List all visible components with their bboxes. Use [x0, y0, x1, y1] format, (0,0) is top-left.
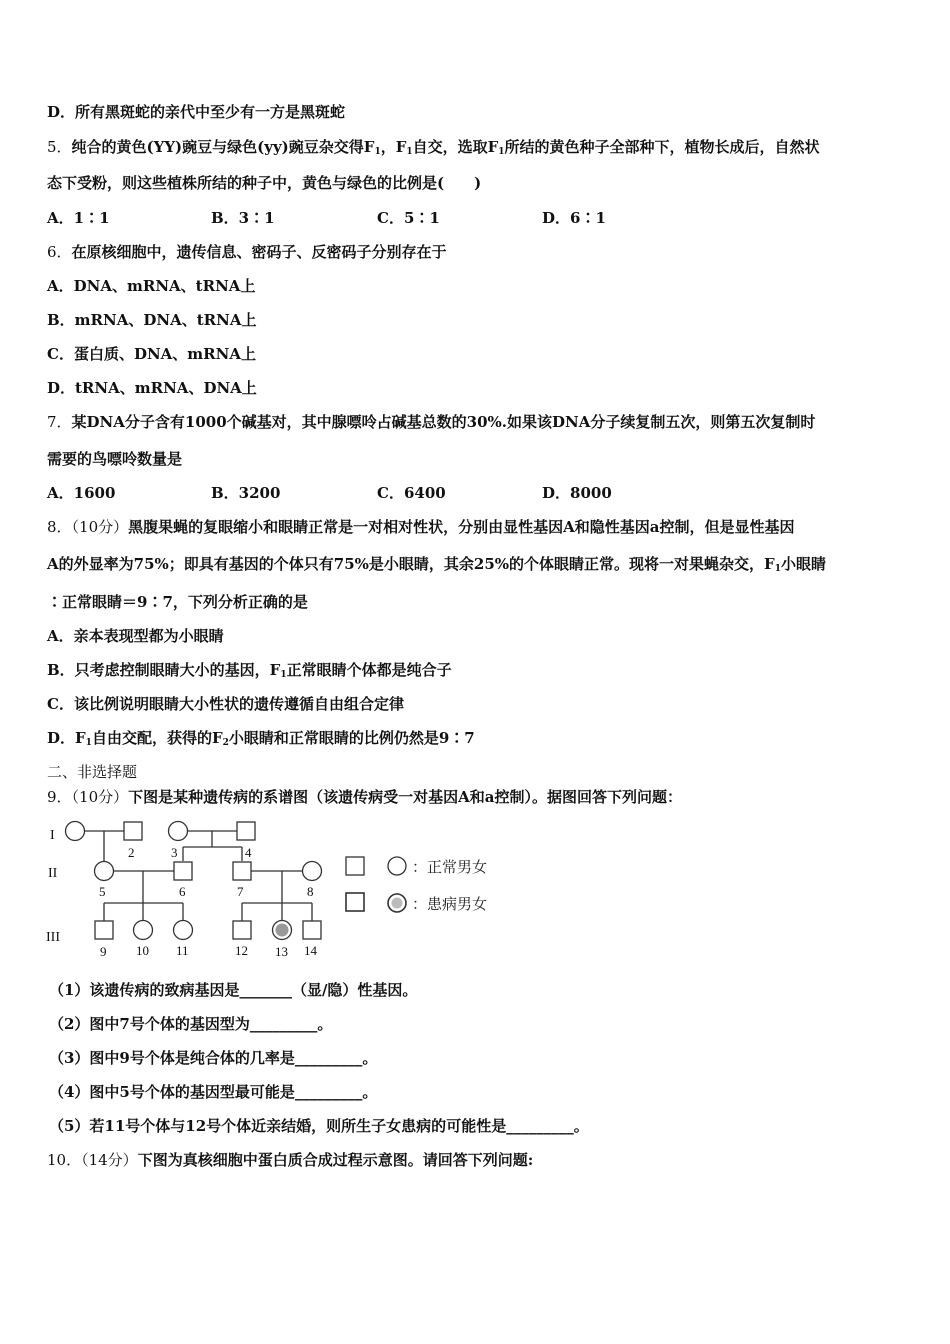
q8-option-b: B．只考虑控制眼睛大小的基因，$F_1$正常眼睛个体都是纯合子 [47, 661, 452, 680]
q10-stem: 10．（14分）下图为真核细胞中蛋白质合成过程示意图。请回答下列问题: [47, 1151, 534, 1169]
pedigree-diagram [40, 815, 520, 965]
q7-stem-line1: 7．某DNA分子含有1000个碱基对，其中腺嘌呤占碱基总数的30%.如果该DNA分子续复制五次，则第五次复制时 [47, 413, 816, 431]
individual-1-female-normal [66, 822, 85, 841]
q8-score: （10分） [71, 518, 129, 536]
individual-10-female-normal [134, 921, 153, 940]
q7-option-b: B．3200 [211, 484, 281, 502]
individual-14-male-normal [303, 921, 321, 939]
q7-option-d: D．8000 [542, 484, 612, 502]
legend-female-normal-icon [388, 857, 406, 875]
q7-stem-line2: 需要的鸟嘌呤数量是 [47, 450, 183, 468]
individual-3-female-normal [169, 822, 188, 841]
label-4: 4 [245, 845, 252, 860]
q9-number: 9． [47, 788, 72, 806]
q5-option-b: B．3∶1 [211, 209, 275, 227]
q8-number: 8． [47, 518, 72, 536]
q9-part-4: （4）图中5号个体的基因型最可能是_________。 [49, 1083, 378, 1101]
label-10: 10 [136, 943, 149, 958]
q6-option-d: D．tRNA、mRNA、DNA上 [47, 379, 257, 397]
q8-stem-line3: ∶正常眼睛＝9∶7，下列分析正确的是 [47, 593, 308, 611]
label-6: 6 [179, 884, 186, 899]
q9-part-5: （5）若11号个体与12号个体近亲结婚，则所生子女患病的可能性是_________。 [49, 1117, 589, 1135]
label-12: 12 [235, 943, 248, 958]
section-title: 二、非选择题 [47, 763, 138, 781]
q7-option-c: C．6400 [377, 484, 446, 502]
label-5: 5 [99, 884, 106, 899]
label-8: 8 [307, 884, 314, 899]
q9-part-3: （3）图中9号个体是纯合体的几率是_________。 [49, 1049, 378, 1067]
q5-option-d: D．6∶1 [542, 209, 606, 227]
q5-number: 5． [47, 138, 72, 156]
individual-11-female-normal [174, 921, 193, 940]
q7-option-a: A．1600 [47, 484, 116, 502]
q9-stem: 9．（10分）下图是某种遗传病的系谱图（该遗传病受一对基因A和a控制）。据图回答下列问题： [47, 788, 683, 806]
q7-number: 7． [47, 413, 72, 431]
q10-number: 10． [47, 1151, 82, 1169]
label-7: 7 [237, 884, 244, 899]
legend-male-affected-icon [346, 893, 364, 911]
q9-score: （10分） [71, 788, 129, 806]
q5-stem-line2: 态下受粉，则这些植株所结的种子中，黄色与绿色的比例是( ) [47, 174, 482, 192]
legend-normal-label: ：正常男女 [412, 858, 488, 876]
q9-part-1: （1）该遗传病的致病基因是_______（显/隐）性基因。 [49, 981, 418, 999]
legend-affected-label: ：患病男女 [412, 895, 488, 913]
q5-option-a: A．1∶1 [47, 209, 110, 227]
individual-9-male-normal [95, 921, 113, 939]
individual-7-male-normal [233, 862, 251, 880]
q8-stem-line2: A的外显率为75%；即具有基因的个体只有75%是小眼睛，其余25%的个体眼睛正常。现将一对果蝇杂交，$F_1$小眼睛 [47, 555, 826, 574]
q4-option-d: D．所有黑斑蛇的亲代中至少有一方是黑斑蛇 [47, 103, 346, 121]
q6-option-a: A．DNA、mRNA、tRNA上 [47, 277, 256, 295]
q8-option-d: D．$F_1$自由交配，获得的$F_2$小眼睛和正常眼睛的比例仍然是9∶7 [47, 729, 475, 748]
individual-5-female-normal [95, 862, 114, 881]
generation-label-1: I [50, 828, 55, 843]
individual-2-male-normal [124, 822, 142, 840]
q8-option-a: A．亲本表现型都为小眼睛 [47, 627, 224, 645]
q5-option-c: C．5∶1 [377, 209, 440, 227]
label-13: 13 [275, 944, 288, 959]
legend-male-normal-icon [346, 857, 364, 875]
q10-score: （14分） [81, 1151, 138, 1169]
generation-label-3: III [46, 930, 60, 945]
q5-stem-line1: 5．纯合的黄色(YY)豌豆与绿色(yy)豌豆杂交得$F_1$，$F_1$自交，选取$F_1$所结的黄色种子全部种下，植物长成后，自然状 [47, 138, 820, 157]
q6-stem: 6．在原核细胞中，遗传信息、密码子、反密码子分别存在于 [47, 243, 447, 261]
label-14: 14 [304, 943, 317, 958]
label-11: 11 [176, 943, 189, 958]
q6-option-c: C．蛋白质、DNA、mRNA上 [47, 345, 256, 363]
individual-4-male-normal [237, 822, 255, 840]
q6-option-b: B．mRNA、DNA、tRNA上 [47, 311, 257, 329]
individual-8-female-normal [303, 862, 322, 881]
label-2: 2 [128, 845, 135, 860]
q6-number: 6． [47, 243, 72, 261]
q8-stem-line1: 8．（10分）黑腹果蝇的复眼缩小和眼睛正常是一对相对性状，分别由显性基因A和隐性基因a控制，但是显性基因 [47, 518, 795, 536]
q9-part-2: （2）图中7号个体的基因型为_________。 [49, 1015, 333, 1033]
label-9: 9 [100, 944, 107, 959]
q8-option-c: C．该比例说明眼睛大小性状的遗传遵循自由组合定律 [47, 695, 404, 713]
individual-12-male-normal [233, 921, 251, 939]
individual-6-male-normal [174, 862, 192, 880]
generation-label-2: II [48, 866, 58, 881]
label-3: 3 [171, 845, 178, 860]
